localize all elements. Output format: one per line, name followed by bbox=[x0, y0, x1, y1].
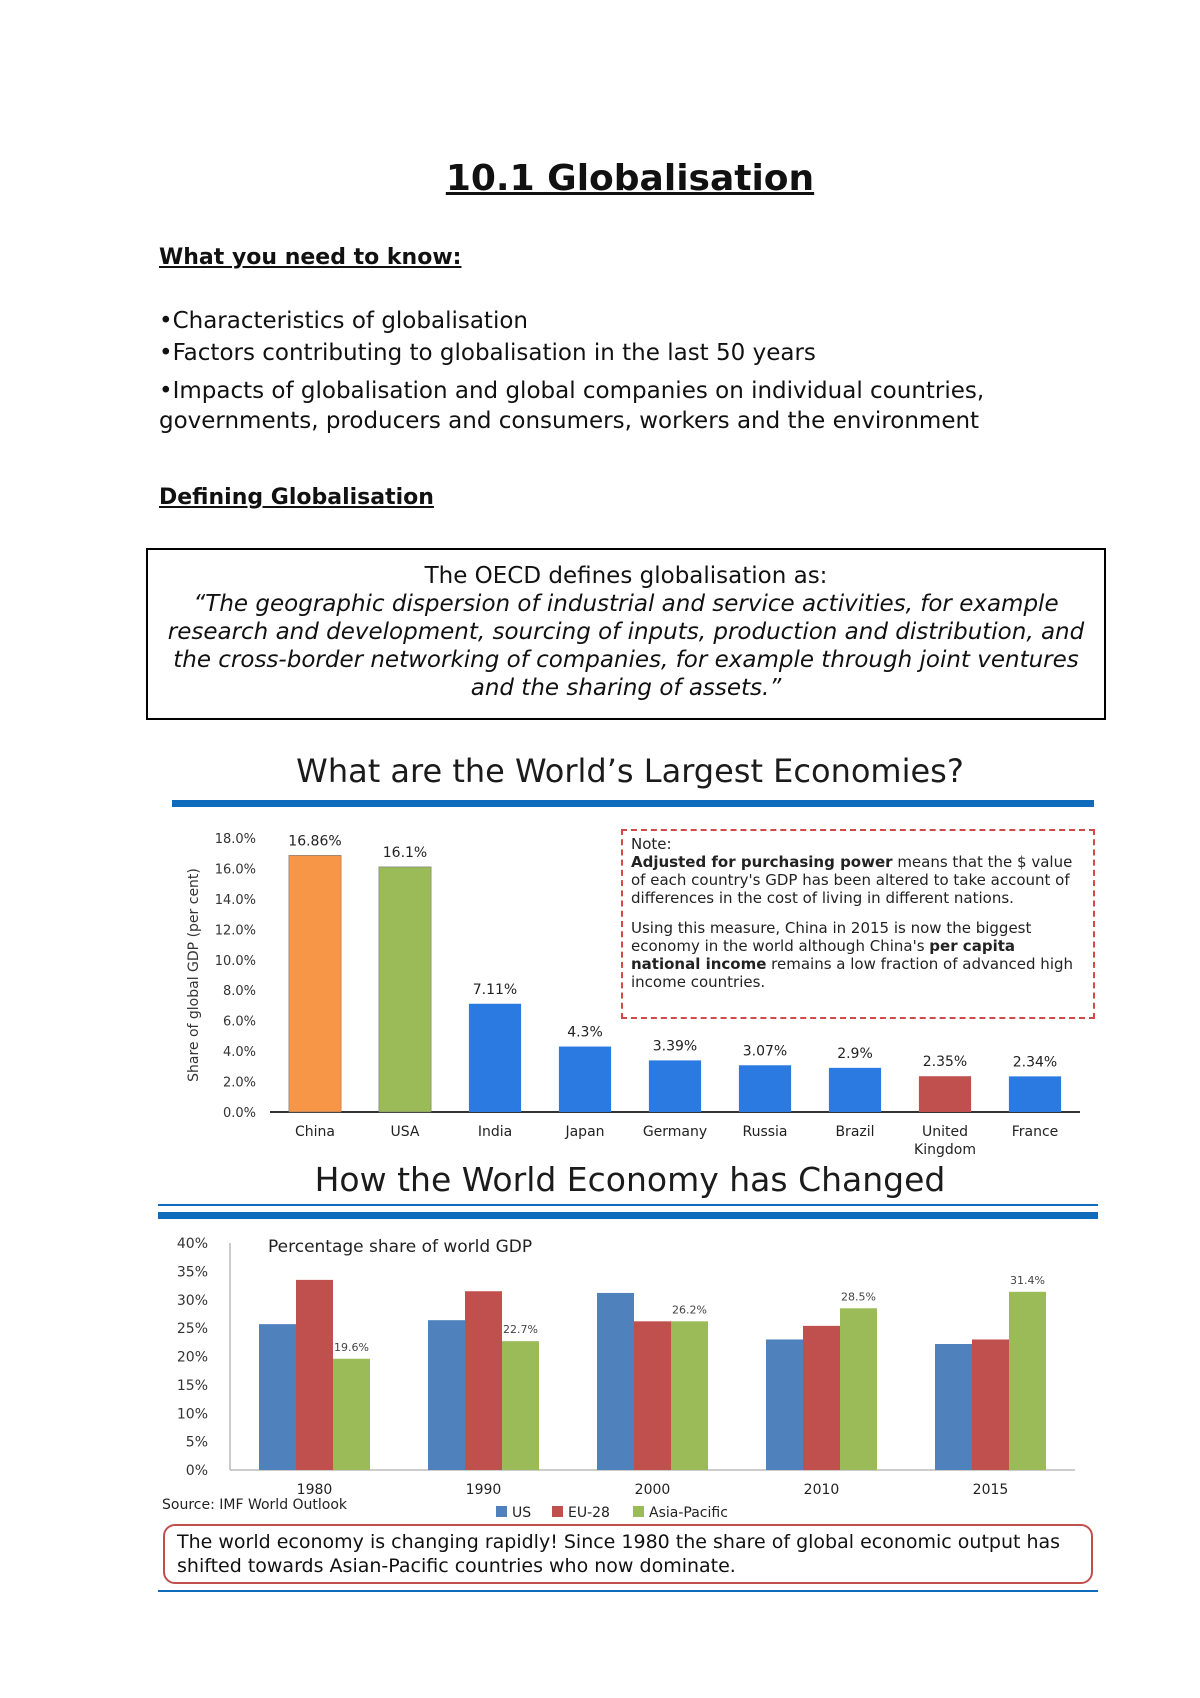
bar bbox=[289, 855, 341, 1112]
chart2-title: How the World Economy has Changed bbox=[314, 1160, 946, 1199]
data-label: 2.35% bbox=[922, 1054, 968, 1071]
y-tick-label: 12.0% bbox=[214, 923, 256, 939]
note-p2-bold: per capita national income bbox=[631, 937, 1015, 973]
data-label: 3.39% bbox=[652, 1038, 698, 1055]
note-p1-rest: means that the $ value of each country's GDP has been altered to take account of differences in the cost of living in different nations. bbox=[631, 853, 1073, 907]
bar-us bbox=[766, 1339, 803, 1470]
defining-heading: Defining Globalisation bbox=[159, 485, 434, 510]
oecd-definition-box bbox=[146, 548, 1106, 720]
note-paragraph-1 bbox=[631, 853, 1085, 907]
bar-us bbox=[259, 1324, 296, 1470]
chart1-note-box bbox=[621, 829, 1095, 1019]
x-tick-label: Brazil bbox=[835, 1124, 875, 1140]
y-tick-label: 25% bbox=[176, 1321, 208, 1338]
y-tick-label: 10% bbox=[176, 1406, 208, 1423]
list-item: •Factors contributing to globalisation in the last 50 years bbox=[159, 340, 816, 366]
y-tick-label: 6.0% bbox=[222, 1014, 256, 1030]
y-tick-label: 14.0% bbox=[214, 892, 256, 908]
y-tick-label: 4.0% bbox=[222, 1045, 256, 1061]
x-tick-label: China bbox=[295, 1124, 335, 1140]
summary-box: The world economy is changing rapidly! Since 1980 the share of global economic output has shifted towards Asian-Pacific countries who now dominate. bbox=[163, 1524, 1093, 1584]
y-tick-label: 35% bbox=[176, 1264, 208, 1281]
data-label: 2.34% bbox=[1012, 1054, 1058, 1071]
oecd-quote: “The geographic dispersion of industrial and service activities, for example research and development, sourcing of inputs, production and distribution, and the cross-border networking of companies, for example through joint ventures and the sharing of assets.” bbox=[167, 591, 1085, 701]
bar bbox=[739, 1065, 791, 1112]
x-tick-label: India bbox=[477, 1124, 513, 1140]
y-tick-label: 18.0% bbox=[214, 832, 256, 847]
note-p1-bold: Adjusted for purchasing power bbox=[631, 853, 893, 871]
chart2-subtitle: Percentage share of world GDP bbox=[268, 1237, 533, 1257]
x-tick-label: France bbox=[1011, 1124, 1059, 1140]
note-p2-start: Using this measure, China in 2015 is now the biggest economy in the world although China's bbox=[631, 919, 1032, 955]
bar bbox=[379, 867, 431, 1112]
data-label: 4.3% bbox=[567, 1024, 603, 1041]
bar bbox=[559, 1047, 611, 1112]
note-paragraph-2 bbox=[631, 919, 1085, 991]
note-p2-end: remains a low fraction of advanced high income countries. bbox=[631, 955, 1074, 991]
bar-eu-28 bbox=[296, 1280, 333, 1470]
data-label: 22.7% bbox=[503, 1323, 538, 1337]
note-label: Note: bbox=[631, 835, 672, 853]
y-axis-label: Share of global GDP (per cent) bbox=[186, 868, 202, 1082]
data-label: 26.2% bbox=[672, 1303, 707, 1317]
list-item: •Characteristics of globalisation bbox=[159, 308, 528, 334]
bar-us bbox=[428, 1320, 465, 1470]
bottom-rule bbox=[158, 1590, 1098, 1592]
data-label: 3.07% bbox=[742, 1043, 788, 1060]
data-label: 31.4% bbox=[1010, 1273, 1045, 1287]
chart2-title-rule bbox=[158, 1212, 1098, 1219]
y-tick-label: 0.0% bbox=[222, 1106, 256, 1121]
bar bbox=[649, 1060, 701, 1112]
data-label: 19.6% bbox=[334, 1340, 369, 1354]
x-tick-label: 1980 bbox=[296, 1482, 333, 1498]
chart2-world-economy-changed bbox=[160, 1228, 1100, 1524]
data-label: 28.5% bbox=[841, 1290, 876, 1304]
x-tick-label: 2010 bbox=[803, 1482, 840, 1498]
legend-label: US bbox=[512, 1505, 532, 1521]
y-tick-label: 0% bbox=[185, 1463, 208, 1479]
bar-us bbox=[597, 1293, 634, 1470]
y-tick-label: 8.0% bbox=[222, 984, 256, 1000]
data-label: 7.11% bbox=[472, 981, 518, 998]
know-list bbox=[159, 306, 1089, 444]
x-tick-label: USA bbox=[390, 1124, 420, 1140]
x-tick-label: 2015 bbox=[972, 1482, 1009, 1498]
list-item: •Impacts of globalisation and global companies on individual countries, governments, producers and consumers, workers and the environment bbox=[159, 378, 985, 434]
bar-eu-28 bbox=[803, 1326, 840, 1470]
y-tick-label: 30% bbox=[176, 1292, 208, 1309]
legend-swatch bbox=[552, 1506, 563, 1517]
x-tick-label: 1990 bbox=[465, 1482, 502, 1498]
source-note: Source: IMF World Outlook bbox=[162, 1497, 348, 1513]
chart2-title-rule-thin bbox=[158, 1204, 1098, 1206]
x-tick-label: Kingdom bbox=[914, 1142, 976, 1158]
x-tick-label: Russia bbox=[742, 1124, 788, 1140]
legend-swatch bbox=[633, 1506, 644, 1517]
bar-eu-28 bbox=[972, 1339, 1009, 1470]
y-tick-label: 15% bbox=[176, 1377, 208, 1394]
bar bbox=[829, 1068, 881, 1112]
bar bbox=[919, 1076, 971, 1112]
y-tick-label: 10.0% bbox=[214, 953, 256, 969]
y-tick-label: 20% bbox=[176, 1349, 208, 1366]
data-label: 16.86% bbox=[288, 833, 342, 850]
page-title: 10.1 Globalisation bbox=[445, 158, 815, 199]
x-tick-label: United bbox=[922, 1124, 968, 1140]
x-tick-label: Japan bbox=[565, 1124, 605, 1140]
bar-asia-pacific bbox=[671, 1321, 708, 1470]
x-tick-label: Germany bbox=[642, 1124, 708, 1140]
legend-label: EU-28 bbox=[568, 1505, 610, 1521]
data-label: 2.9% bbox=[837, 1045, 873, 1062]
legend-swatch bbox=[496, 1506, 507, 1517]
bar-eu-28 bbox=[465, 1291, 502, 1470]
chart1-title: What are the World’s Largest Economies? bbox=[296, 752, 964, 790]
bar-asia-pacific bbox=[1009, 1292, 1046, 1470]
x-tick-label: 2000 bbox=[634, 1482, 671, 1498]
bar bbox=[469, 1004, 521, 1112]
y-tick-label: 5% bbox=[185, 1434, 208, 1451]
know-heading: What you need to know: bbox=[159, 245, 462, 270]
oecd-intro: The OECD defines globalisation as: bbox=[424, 563, 828, 589]
bar-eu-28 bbox=[634, 1321, 671, 1470]
bar-asia-pacific bbox=[502, 1341, 539, 1470]
bar-asia-pacific bbox=[840, 1308, 877, 1470]
bar bbox=[1009, 1076, 1061, 1112]
legend-label: Asia-Pacific bbox=[649, 1505, 728, 1521]
data-label: 16.1% bbox=[382, 844, 428, 861]
bar-us bbox=[935, 1344, 972, 1470]
y-tick-label: 2.0% bbox=[222, 1075, 256, 1091]
chart1-title-rule bbox=[172, 800, 1094, 807]
bar-asia-pacific bbox=[333, 1359, 370, 1470]
y-tick-label: 40% bbox=[176, 1236, 208, 1252]
y-tick-label: 16.0% bbox=[214, 862, 256, 878]
